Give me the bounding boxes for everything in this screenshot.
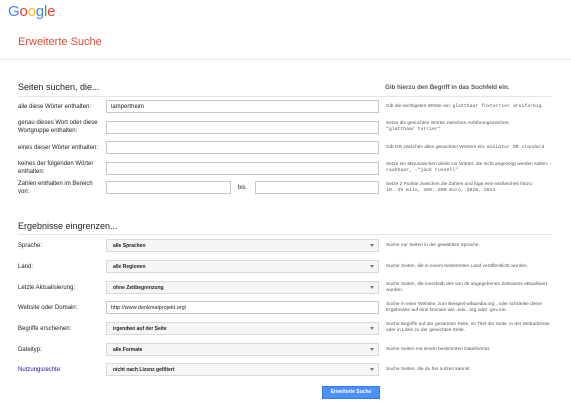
hint-text: Setze ein Minuszeichen direkt vor Wörter, die nicht angezeigt werden sollen: [386,162,549,167]
label-none-words: keines der folgenden Wörter enthalten: [18,161,94,175]
hint-file-type: Suche Seiten mit einem bestimmten Dateiformat. [386,347,491,352]
none-words-input[interactable] [106,162,379,175]
header-divider [0,59,571,60]
logo-letter: G [8,3,20,20]
hint-last-update: Suche Seiten, die innerhalb des von dir angegebenen Zeitraums aktualisiert wurden. [386,282,548,293]
label-region: Land: [18,264,34,270]
hint-usage-rights: Suche Seiten, die du frei nutzen kannst. [386,367,471,372]
hint-any-words [386,145,556,151]
hint-none-words [386,162,556,174]
all-words-input[interactable] [106,100,379,113]
section-title-narrow-results: Ergebnisse eingrenzen... [18,221,118,231]
hint-region: Suche Seiten, die in einem bestimmten Land veröffentlicht wurden. [386,264,529,269]
google-logo[interactable] [8,3,55,20]
label-terms-appear: Begriffe erscheinen: [18,326,72,332]
last-update-select[interactable] [106,281,379,294]
logo-letter: e [47,3,56,20]
range-to-input[interactable] [255,181,379,194]
file-type-select[interactable] [106,343,379,356]
chevron-down-icon [370,244,374,247]
hint-example: "glatthaar terrier" [386,127,441,132]
exact-phrase-input[interactable] [106,121,379,134]
usage-rights-link[interactable]: Nutzungsrechte: [18,367,62,373]
logo-letter: g [35,3,44,20]
section-hint: Gib hierzu den Begriff in das Suchfeld ein. [385,84,510,91]
chevron-down-icon [370,265,374,268]
section-divider [18,234,551,235]
label-language: Sprache: [18,243,43,249]
hint-site-domain: Suche in einer Website, zum Beispiel wikipedia.org , oder schränke deine Ergebnisse auf eine Domain wie .edu, .org oder .gov ein. [386,302,542,313]
hint-exact-phrase [386,121,556,133]
hint-text: Setze die gesuchten Wörter zwischen Anführungszeichen: [386,121,510,126]
site-domain-input[interactable] [106,301,379,314]
page-title: Erweiterte Suche [18,36,102,48]
hint-terms-appear: Suche Begriffe auf der gesamten Seite, im Titel der Seite, in der Webadresse oder in Links zu der gesuchten Seite. [386,322,550,333]
label-file-type: Dateityp: [18,347,42,353]
hint-example: glatthaar foxterrier dreifarbig [452,104,542,109]
chevron-down-icon [370,368,374,371]
advanced-search-button[interactable]: Erweiterte Suche [322,386,380,399]
hint-all-words [386,104,556,110]
section-title-find-pages: Seiten suchen, die... [18,82,100,92]
logo-letter: o [27,3,36,20]
section-divider [18,96,551,97]
chevron-down-icon [370,348,374,351]
hint-text: Gib OR zwischen allen gesuchten Wörtern ein: [386,145,486,150]
file-type-select-value: alle Formate [113,347,143,353]
chevron-down-icon [370,286,374,289]
label-any-words: eines dieser Wörter enthalten: [18,145,99,151]
region-select-value: alle Regionen [113,264,146,270]
terms-appear-select-value: irgendwo auf der Seite [113,326,167,332]
label-number-range: Zahlen enthalten im Bereich von: [18,181,93,195]
hint-text: Gib die wichtigsten Wörter ein: [386,104,452,109]
label-all-words: alle diese Wörter enthalten: [18,104,92,110]
label-exact-phrase: genau dieses Wort oder diese Wortgruppe enthalten: [18,120,98,134]
label-last-update: Letzte Aktualisierung: [18,285,76,291]
any-words-input[interactable] [106,141,379,154]
last-update-select-value: ohne Zeitbegrenzung [113,285,164,291]
region-select[interactable] [106,260,379,273]
hint-number-range [386,182,556,194]
hint-example: 10..35 Kilo, 300..500 Euro, 2010..2011 [386,188,496,193]
hint-example: miniatur OR standard [486,145,545,150]
hint-text: Setze 2 Punkte zwischen die Zahlen und füge eine Maßeinheit hinzu: [386,182,533,187]
usage-rights-select-value: nicht nach Lizenz gefiltert [113,367,175,373]
hint-example: -rauhhaar, -"jack russell" [386,162,553,173]
range-bis-label: bis [238,185,246,191]
range-from-input[interactable] [106,181,231,194]
logo-letter: o [19,3,28,20]
chevron-down-icon [370,327,374,330]
logo-letter: l [43,3,48,20]
terms-appear-select[interactable] [106,322,379,335]
hint-language: Suche nur Seiten in der gewählten Sprache. [386,243,480,248]
label-site-domain: Website oder Domain: [18,305,78,311]
usage-rights-select[interactable] [106,363,379,376]
language-select[interactable] [106,239,379,252]
language-select-value: alle Sprachen [113,243,146,249]
